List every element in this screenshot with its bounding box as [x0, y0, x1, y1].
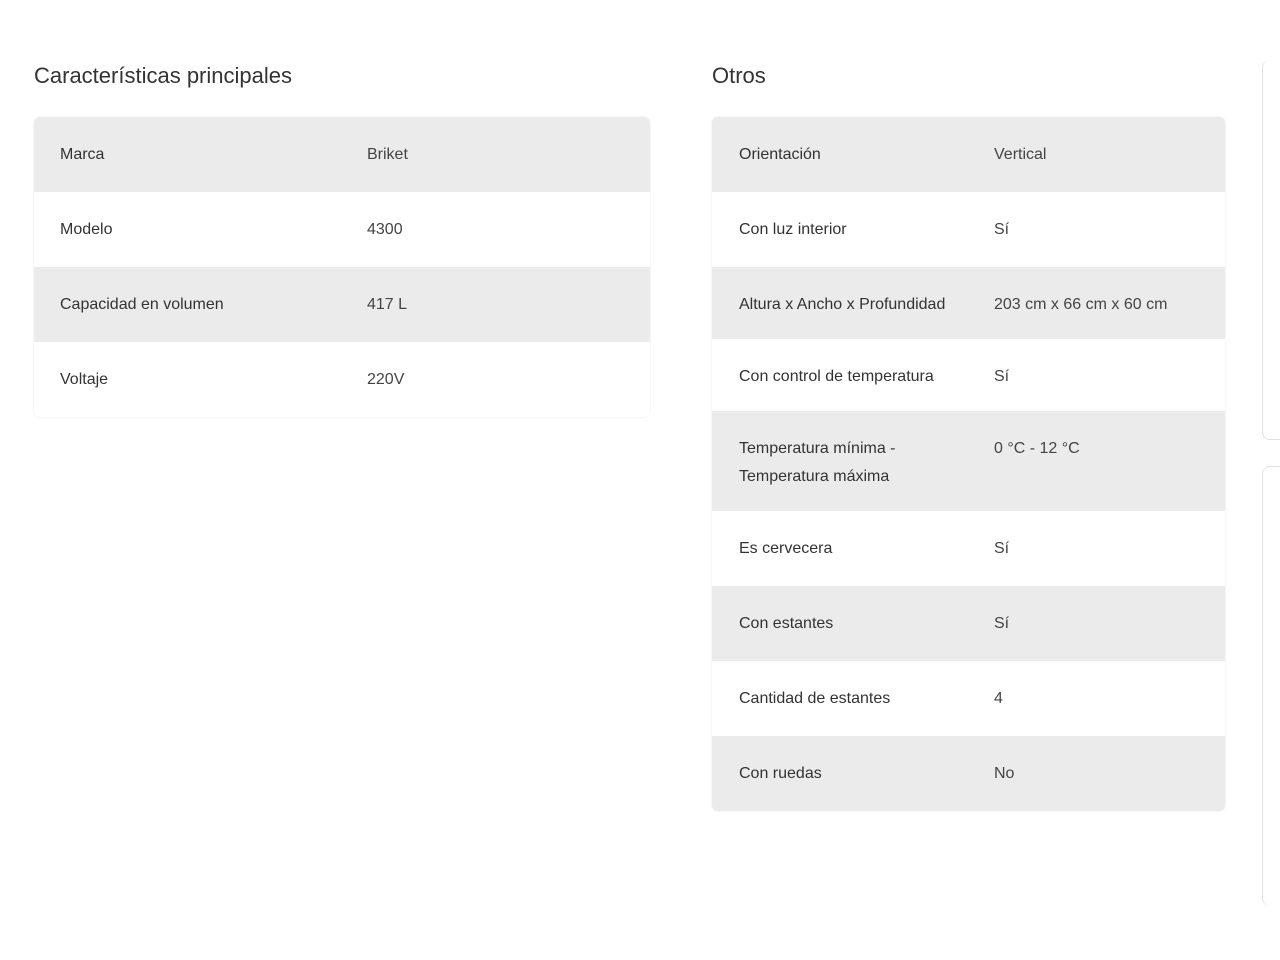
spec-value: 0 °C - 12 °C: [994, 440, 1080, 457]
spec-value: Sí: [994, 221, 1010, 238]
table-row: [712, 511, 1225, 586]
table-row: [712, 117, 1225, 192]
spec-value: No: [994, 765, 1015, 782]
spec-label: Con luz interior: [739, 221, 847, 238]
spec-value: 4300: [367, 221, 403, 238]
main-features-title: Características principales: [34, 63, 292, 88]
spec-value: Briket: [367, 146, 408, 163]
spec-label: Modelo: [60, 221, 113, 238]
spec-label: Capacidad en volumen: [60, 296, 224, 313]
table-row: [712, 586, 1225, 661]
others-title: Otros: [712, 63, 766, 88]
spec-label: Con ruedas: [739, 765, 822, 782]
spec-value: 220V: [367, 371, 405, 388]
table-row: [34, 267, 650, 342]
others-section: [712, 58, 1225, 811]
main-features-table: [34, 117, 650, 417]
spec-value: 417 L: [367, 296, 408, 313]
others-table: [712, 117, 1225, 811]
table-row: [34, 342, 650, 417]
spec-value: 4: [994, 690, 1003, 707]
table-row: [712, 267, 1225, 339]
spec-label: Con estantes: [739, 615, 834, 632]
side-panel-edge: [1262, 60, 1280, 440]
spec-value: Vertical: [994, 146, 1047, 163]
spec-label: Orientación: [739, 146, 821, 163]
spec-value: Sí: [994, 368, 1010, 385]
spec-value: 203 cm x 66 cm x 60 cm: [994, 296, 1168, 313]
table-row: [712, 411, 1225, 511]
table-row: [34, 117, 650, 192]
spec-label: Altura x Ancho x Profundidad: [739, 296, 946, 313]
table-row: [712, 736, 1225, 811]
table-row: [712, 661, 1225, 736]
spec-label: Voltaje: [60, 371, 109, 388]
main-features-section: [34, 58, 650, 417]
spec-label: Cantidad de estantes: [739, 690, 891, 707]
spec-label: Marca: [60, 146, 105, 163]
table-row: [34, 192, 650, 267]
side-panel-edge: [1262, 466, 1280, 906]
spec-label: Temperatura mínima - Temperatura máxima: [739, 440, 896, 485]
spec-label: Es cervecera: [739, 540, 833, 557]
spec-value: Sí: [994, 540, 1010, 557]
spec-label: Con control de temperatura: [739, 368, 934, 385]
spec-value: Sí: [994, 615, 1010, 632]
table-row: [712, 192, 1225, 267]
table-row: [712, 339, 1225, 411]
